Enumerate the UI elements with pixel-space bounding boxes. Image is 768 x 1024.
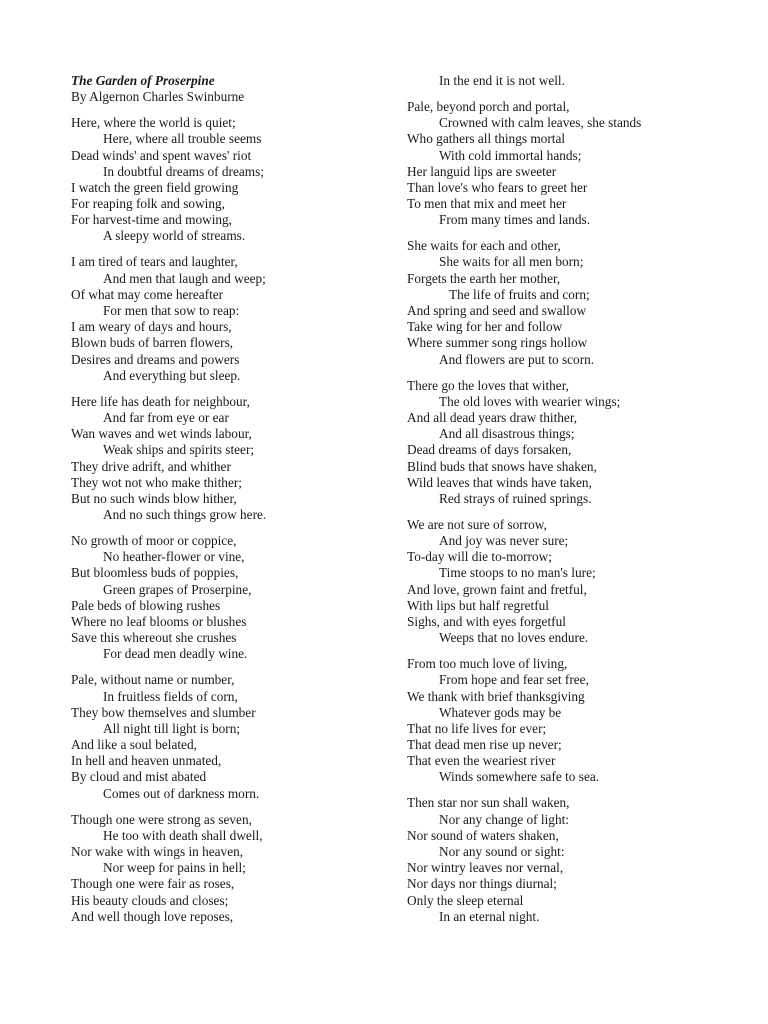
poem-line: Nor sound of waters shaken, — [407, 827, 559, 843]
stanza — [71, 533, 401, 663]
right-column — [407, 73, 737, 935]
stanza — [71, 672, 401, 802]
poem-line: I am weary of days and hours, — [71, 319, 232, 335]
stanza — [71, 115, 401, 245]
poem-line: A sleepy world of streams. — [103, 228, 246, 244]
poem-line: Dead dreams of days forsaken, — [407, 442, 572, 458]
poem-line: But no such winds blow hither, — [71, 490, 237, 506]
poem-line: In doubtful dreams of dreams; — [103, 163, 264, 179]
poem-line: And men that laugh and weep; — [103, 270, 266, 286]
poem-line: Winds somewhere safe to sea. — [439, 769, 600, 785]
poem-line: Forgets the earth her mother, — [407, 270, 561, 286]
poem-line: She waits for all men born; — [439, 254, 584, 270]
poem-line: Save this whereout she crushes — [71, 630, 237, 646]
stanza — [407, 378, 737, 508]
poem-line: Wan waves and wet winds labour, — [71, 426, 252, 442]
poem-line: In fruitless fields of corn, — [103, 688, 238, 704]
poem-line: The old loves with wearier wings; — [439, 393, 621, 409]
poem-line: Weeps that no loves endure. — [439, 630, 589, 646]
poem-line: And all disastrous things; — [439, 426, 575, 442]
poem-line: We thank with brief thanksgiving — [407, 688, 585, 704]
poem-line: And far from eye or ear — [103, 409, 229, 425]
poem-line: Nor wake with wings in heaven, — [71, 844, 244, 860]
poem-line: Green grapes of Proserpine, — [103, 581, 252, 597]
stanza — [407, 656, 737, 786]
poem-line: Here, where all trouble seems — [103, 131, 262, 147]
poem-line: Here life has death for neighbour, — [71, 393, 250, 409]
poem-line: But bloomless buds of poppies, — [71, 565, 239, 581]
stanza — [407, 795, 737, 925]
poem-line: She waits for each and other, — [407, 238, 561, 254]
poem-line: In the end it is not well. — [439, 73, 565, 88]
poem-line: Only the sleep eternal — [407, 892, 524, 908]
poem-line: They drive adrift, and whither — [71, 458, 231, 474]
poem-line: And no such things grow here. — [103, 507, 267, 523]
poem-line: With cold immortal hands; — [439, 147, 582, 163]
poem-line: No heather-flower or vine, — [103, 549, 245, 565]
poem-line: Whatever gods may be — [439, 704, 562, 720]
poem-line: All night till light is born; — [103, 720, 241, 736]
poem-line: That no life lives for ever; — [407, 720, 547, 736]
poem-line: And like a soul belated, — [71, 737, 197, 753]
stanza — [407, 73, 737, 89]
poem-line: And love, grown faint and fretful, — [407, 581, 587, 597]
poem-line: Her languid lips are sweeter — [407, 163, 557, 179]
poem-line: Blown buds of barren flowers, — [71, 335, 234, 351]
poem-title: The Garden of Proserpine — [71, 73, 215, 88]
poem-line: And joy was never sure; — [439, 533, 569, 549]
stanza — [407, 517, 737, 647]
poem-line: Where summer song rings hollow — [407, 335, 588, 351]
poem-line: For dead men deadly wine. — [103, 646, 248, 662]
poem-line: Nor any sound or sight: — [439, 844, 565, 860]
poem-line: Crowned with calm leaves, she stands — [439, 115, 642, 131]
poem-line: Blind buds that snows have shaken, — [407, 458, 597, 474]
poem-line: For men that sow to reap: — [103, 303, 240, 319]
poem-line: And well though love reposes, — [71, 908, 234, 924]
poem-line: And flowers are put to scorn. — [439, 351, 595, 367]
poem-line: Comes out of darkness morn. — [103, 785, 260, 801]
poem-line: Time stoops to no man's lure; — [439, 565, 596, 581]
poem-line: From too much love of living, — [407, 656, 568, 672]
poem-line: Where no leaf blooms or blushes — [71, 614, 247, 629]
poem-line: From many times and lands. — [439, 212, 591, 228]
poem-line: Who gathers all things mortal — [407, 131, 566, 147]
stanza — [71, 812, 401, 925]
poem-line: Nor wintry leaves nor vernal, — [407, 860, 564, 876]
poem-line: Weak ships and spirits steer; — [103, 442, 255, 458]
poem-line: Pale, beyond porch and portal, — [407, 98, 570, 114]
poem-line: Dead winds' and spent waves' riot — [71, 147, 252, 163]
poem-line: Red strays of ruined springs. — [439, 490, 592, 506]
poem-line: And all dead years draw thither, — [407, 409, 578, 425]
poem-line: That dead men rise up never; — [407, 737, 562, 753]
poem-line: Take wing for her and follow — [407, 319, 563, 335]
left-column — [71, 73, 401, 935]
poem-line: He too with death shall dwell, — [103, 827, 263, 843]
poem-author: By Algernon Charles Swinburne — [71, 89, 245, 105]
poem-line: Desires and dreams and powers — [71, 351, 240, 367]
poem-line: The life of fruits and corn; — [449, 286, 590, 302]
poem-line: In hell and heaven unmated, — [71, 753, 222, 769]
poem-line: Of what may come hereafter — [71, 286, 224, 302]
poem-line: We are not sure of sorrow, — [407, 516, 547, 532]
poem-line: Though one were fair as roses, — [71, 876, 235, 892]
poem-line: With lips but half regretful — [407, 597, 549, 613]
poem-line: In an eternal night. — [439, 908, 540, 924]
poem-line: They bow themselves and slumber — [71, 704, 256, 720]
poem-line: They wot not who make thither; — [71, 474, 242, 490]
poem-line: Nor weep for pains in hell; — [103, 860, 246, 876]
poem-line: Here, where the world is quiet; — [71, 115, 236, 131]
poem-line: Nor days nor things diurnal; — [407, 876, 557, 892]
stanza — [71, 254, 401, 384]
stanza — [71, 394, 401, 524]
poem-line: No growth of moor or coppice, — [71, 533, 237, 549]
poem-line: I am tired of tears and laughter, — [71, 254, 238, 270]
poem-line: Than love's who fears to greet her — [407, 179, 588, 195]
poem-line: Sighs, and with eyes forgetful — [407, 614, 566, 629]
poem-line: Nor any change of light: — [439, 811, 569, 827]
poem-line: Pale beds of blowing rushes — [71, 597, 221, 613]
poem-line: For harvest-time and mowing, — [71, 212, 233, 228]
poem-line: By cloud and mist abated — [71, 769, 207, 785]
poem-line: To-day will die to-morrow; — [407, 549, 552, 565]
poem-line: Wild leaves that winds have taken, — [407, 474, 592, 490]
poem-line: Pale, without name or number, — [71, 672, 235, 688]
poem-line: Then star nor sun shall waken, — [407, 795, 570, 811]
poem-line: From hope and fear set free, — [439, 672, 589, 688]
poem-line: I watch the green field growing — [71, 179, 239, 195]
stanza — [407, 238, 737, 368]
poem-line: And spring and seed and swallow — [407, 303, 587, 319]
poem-line: That even the weariest river — [407, 753, 556, 769]
poem-line: Though one were strong as seven, — [71, 811, 252, 827]
poem-line: And everything but sleep. — [103, 367, 241, 383]
stanza — [407, 99, 737, 229]
poem-line: His beauty clouds and closes; — [71, 892, 229, 908]
poem-line: There go the loves that wither, — [407, 377, 569, 393]
poem-line: For reaping folk and sowing, — [71, 196, 225, 212]
poem-line: To men that mix and meet her — [407, 196, 567, 212]
